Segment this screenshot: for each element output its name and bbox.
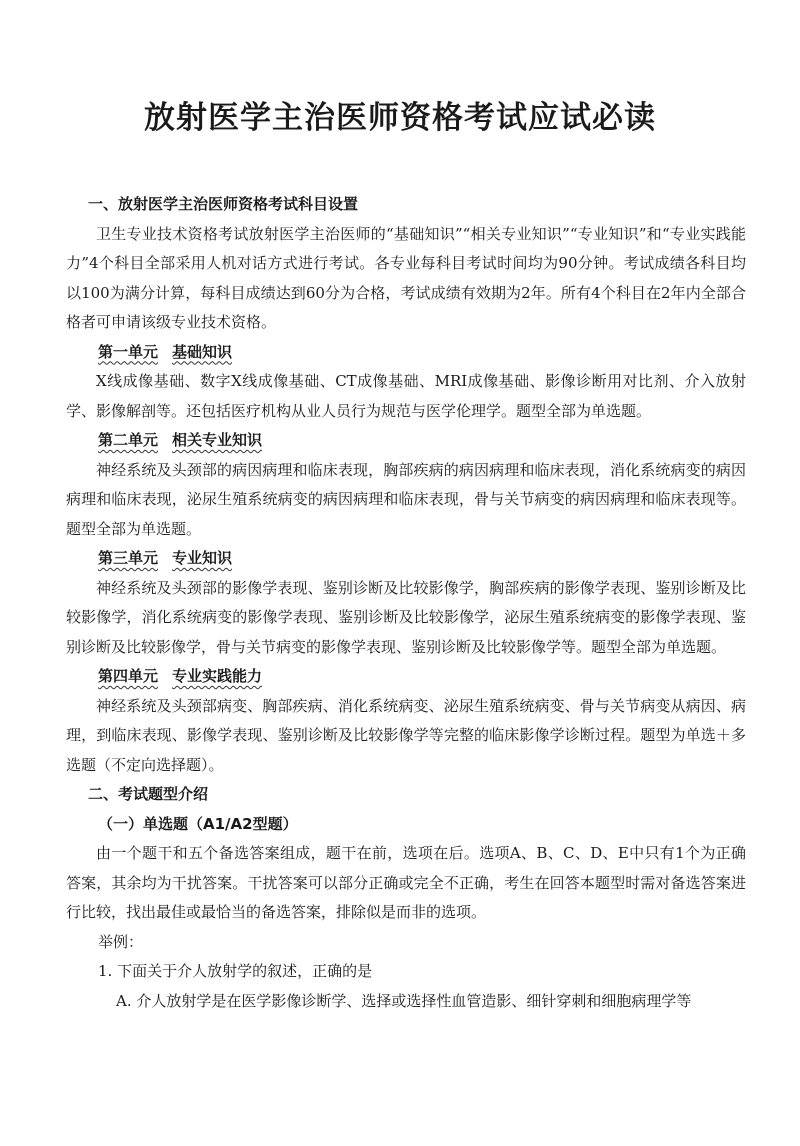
unit-2-name: 相关专业知识 — [172, 431, 263, 449]
unit-2-heading — [66, 426, 746, 456]
subheading-single-choice: （一）单选题（A1/A2型题） — [98, 814, 298, 833]
unit-4-code: 第四单元 — [98, 667, 159, 685]
example-question: 1. 下面关于介人放射学的叙述，正确的是 — [98, 962, 373, 980]
unit-1-name: 基础知识 — [172, 342, 233, 361]
unit-4-heading — [66, 662, 746, 692]
unit-3-heading — [66, 544, 746, 574]
single-choice-description: 由一个题干和五个备选答案组成，题干在前，选项在后。选项A、B、C、D、E中只有1个为正确答案，其余均为干扰答案。干扰答案可以部分正确或完全不正确，考生在回答本题型时需对备选答案进行比较，找出最佳或最恰当的备选答案，排除似是而非的选项。 — [66, 844, 746, 921]
unit-3-code: 第三单元 — [98, 549, 159, 567]
unit-1-code: 第一单元 — [98, 342, 159, 361]
section-heading-subjects: 一、放射医学主治医师资格考试科目设置 — [88, 195, 359, 213]
unit-4-description: 神经系统及头颈部病变、胸部疾病、消化系统病变、泌尿生殖系统病变、骨与关节病变从病因、病理，到临床表现、影像学表现、鉴别诊断及比较影像学等完整的临床影像学诊断过程。题型为单选＋多选题（不定向选择题）。 — [66, 696, 746, 774]
example-option-a: A. 介人放射学是在医学影像诊断学、选择或选择性血管造影、细针穿刺和细胞病理学等 — [116, 991, 692, 1010]
unit-3-name: 专业知识 — [172, 549, 233, 567]
section-heading-question-types: 二、考试题型介绍 — [88, 785, 209, 803]
unit-2-code: 第二单元 — [98, 431, 159, 449]
unit-1-heading — [66, 338, 746, 368]
unit-1-description: X线成像基础、数字X线成像基础、CT成像基础、MRI成像基础、影像诊断用对比剂、介入放射学、影像解剖等。还包括医疗机构从业人员行为规范与医学伦理学。题型全部为单选题。 — [66, 372, 746, 420]
document-body — [66, 190, 746, 1016]
unit-4-name: 专业实践能力 — [172, 667, 263, 685]
unit-3-description: 神经系统及头颈部的影像学表现、鉴别诊断及比较影像学，胸部疾病的影像学表现、鉴别诊断及比较影像学，消化系统病变的影像学表现、鉴别诊断及比较影像学，泌尿生殖系统病变的影像学表现、鉴别诊断及比较影像学，骨与关节病变的影像学表现、鉴别诊断及比较影像学等。题型全部为单选题。 — [66, 578, 746, 656]
subjects-intro-paragraph: 卫生专业技术资格考试放射医学主治医师的“基础知识”“相关专业知识”“专业知识”和“专业实践能力”4个科目全部采用人机对话方式进行考试。各专业每科目考试时间均为90分钟。考试成绩各科目均以100为满分计算，每科目成绩达到60分为合格，考试成绩有效期为2年。所有4个科目在2年内全部合格者可申请该级专业技术资格。 — [66, 224, 746, 331]
example-label: 举例： — [98, 932, 144, 951]
page-title: 放射医学主治医师资格考试应试必读 — [144, 100, 656, 136]
unit-2-description: 神经系统及头颈部的病因病理和临床表现，胸部疾病的病因病理和临床表现，消化系统病变的病因病理和临床表现，泌尿生殖系统病变的病因病理和临床表现，骨与关节病变的病因病理和临床表现等。题型全部为单选题。 — [66, 460, 746, 538]
